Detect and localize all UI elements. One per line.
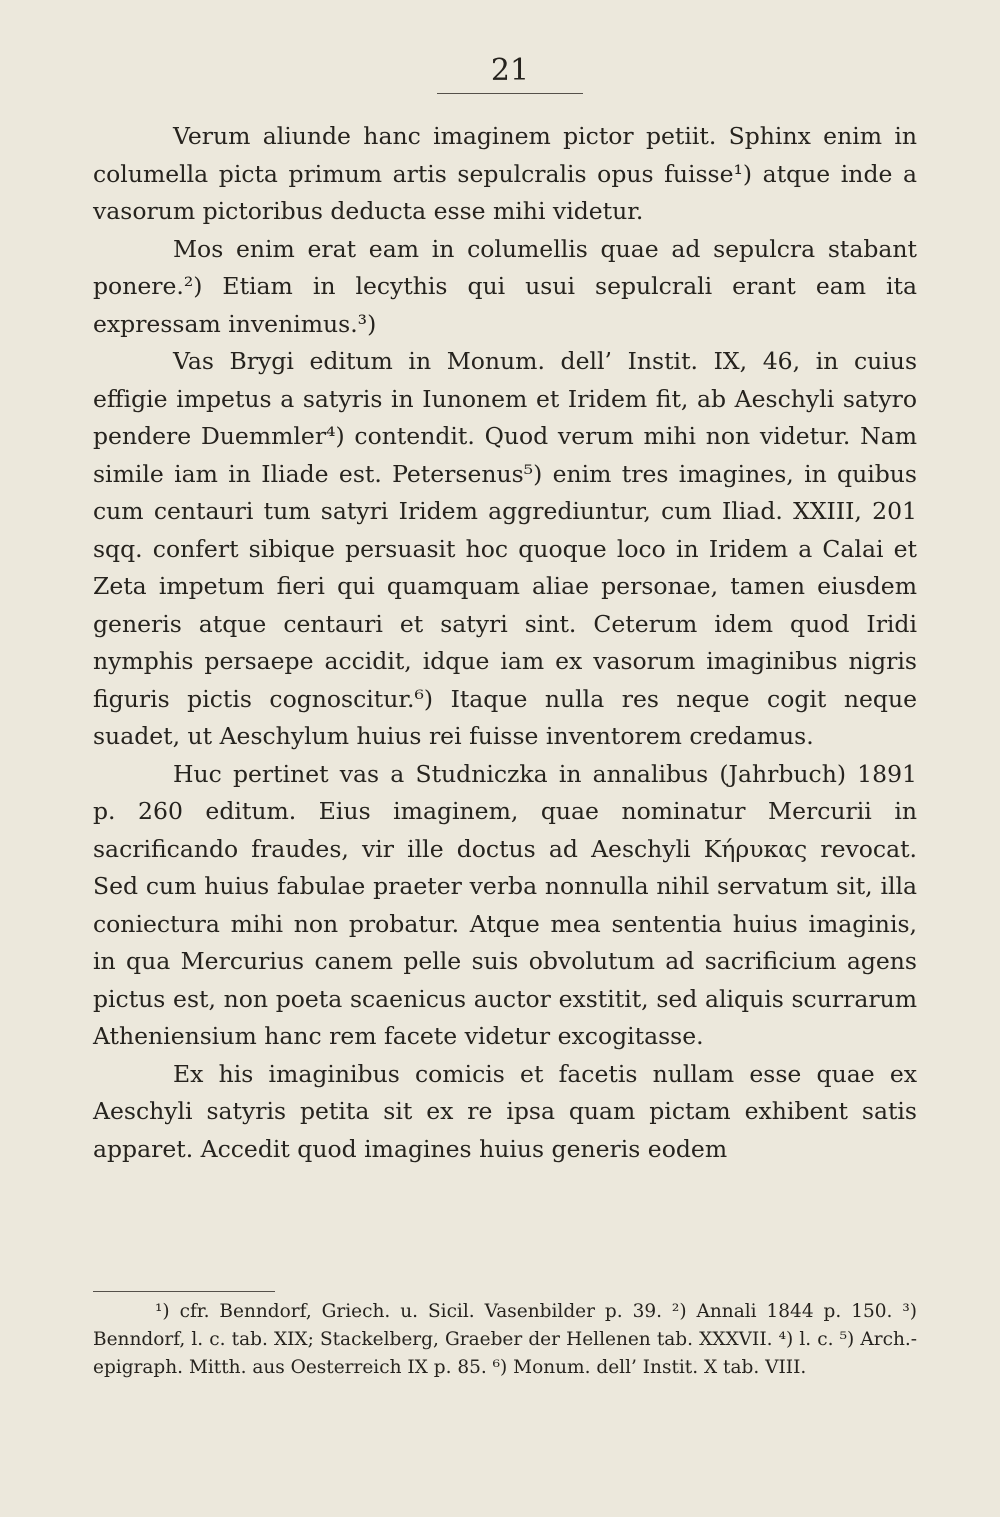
header-rule bbox=[437, 93, 583, 94]
footnotes bbox=[93, 1298, 917, 1382]
footnote-rule bbox=[93, 1291, 275, 1292]
main-text bbox=[93, 118, 917, 1168]
paragraph: Ex his imaginibus comicis et facetis nullam esse quae ex Aeschyli satyris petita sit ex re ipsa quam pictam exhibent satis apparet. Accedit quod imagines huius generis eodem bbox=[93, 1059, 917, 1163]
footnote-text: ¹) cfr. Benndorf, Griech. u. Sicil. Vasenbilder p. 39. ²) Annali 1844 p. 150. ³) Benndorf, l. c. tab. XIX; Stackelberg, Graeber der Hellenen tab. XXXVII. ⁴) l. c. ⁵) Arch.-epigraph. Mitth. aus Oesterreich IX p. 85. ⁶) Monum. dell’ Instit. X tab. VIII. bbox=[93, 1301, 917, 1378]
paragraph: Huc pertinet vas a Studniczka in annalibus (Jahrbuch) 1891 p. 260 editum. Eius imaginem, quae nominatur Mercurii in sacrificando fraudes, vir ille doctus ad Aeschyli Κήρυκας revocat. Sed cum huius fabulae praeter verba nonnulla nihil servatum sit, illa coniectura mihi non probatur. Atque mea sententia huius imaginis, in qua Mercurius canem pelle suis obvolutum ad sacrificium agens pictus est, non poeta scaenicus auctor exstitit, sed aliquis scurrarum Atheniensium hanc rem facete videtur excogitasse. bbox=[93, 759, 917, 1050]
paragraph: Verum aliunde hanc imaginem pictor petiit. Sphinx enim in columella picta primum artis sepulcralis opus fuisse¹) atque inde a vasorum pictoribus deducta esse mihi videtur. bbox=[93, 122, 917, 225]
page-number: 21 bbox=[490, 53, 530, 88]
paragraph: Mos enim erat eam in columellis quae ad sepulcra stabant ponere.²) Etiam in lecythis qui usui sepulcrali erant eam ita expressam invenimus.³) bbox=[93, 234, 917, 338]
paragraph: Vas Brygi editum in Monum. dell’ Instit. IX, 46, in cuius effigie impetus a satyris in Iunonem et Iridem fit, ab Aeschyli satyro pendere Duemmler⁴) contendit. Quod verum mihi non videtur. Nam simile iam in Iliade est. Petersenus⁵) enim tres imagines, in quibus cum centauri tum satyri Iridem aggrediuntur, cum Iliad. XXIII, 201 sqq. confert sibique persuasit hoc quoque loco in Iridem a Calai et Zeta impetum fieri qui quamquam aliae personae, tamen eiusdem generis atque centauri et satyri sint. Ceterum idem quod Iridi nymphis persaepe accidit, idque iam ex vasorum imaginibus nigris figuris pictis cognoscitur.⁶) Itaque nulla res neque cogit neque suadet, ut Aeschylum huius rei fuisse inventorem credamus. bbox=[93, 347, 917, 750]
